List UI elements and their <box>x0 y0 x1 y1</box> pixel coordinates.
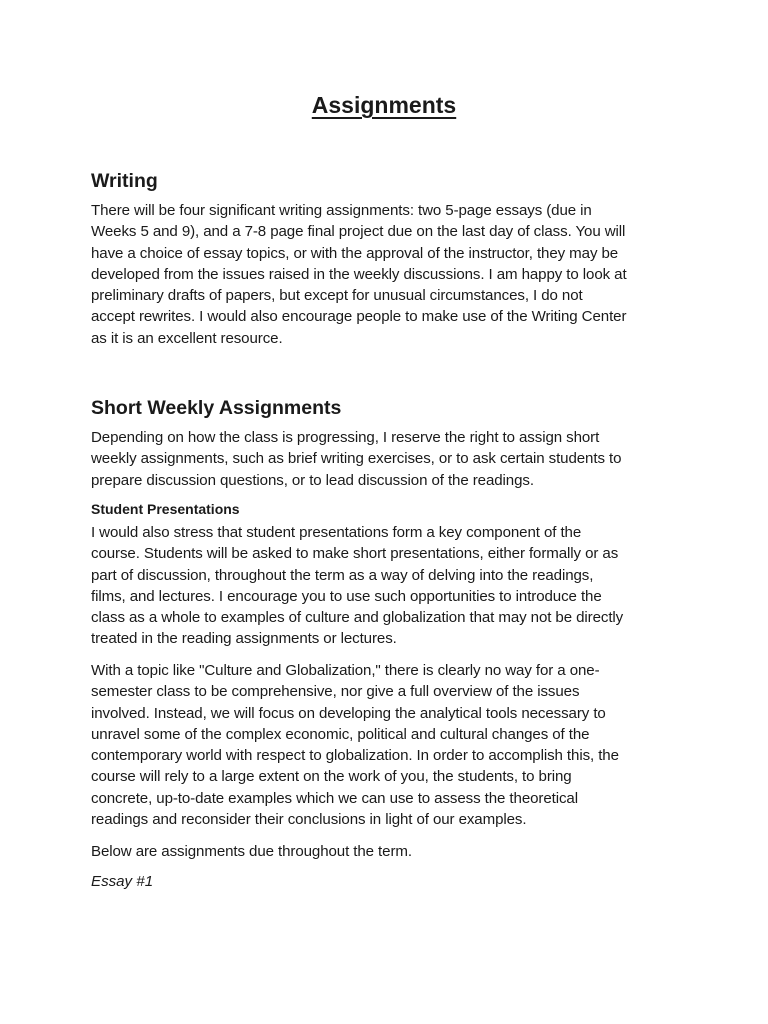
paragraph-line: semester class to be comprehensive, nor give a full overview of the issues <box>91 683 580 701</box>
paragraph-line: part of discussion, throughout the term as a way of delving into the readings, <box>91 566 594 584</box>
paragraph-line: involved. Instead, we will focus on developing the analytical tools necessary to <box>91 704 606 722</box>
essay-label: Essay #1 <box>91 873 154 890</box>
paragraph-line: have a choice of essay topics, or with the approval of the instructor, they may be <box>91 244 619 262</box>
paragraph-line: I would also stress that student presentations form a key component of the <box>91 524 582 541</box>
below-assignments-line: Below are assignments due throughout the term. <box>91 843 412 860</box>
paragraph-line: course. Students will be asked to make short presentations, either formally or as <box>91 545 619 563</box>
paragraph-line: developed from the issues raised in the weekly discussions. I am happy to look at <box>91 265 627 283</box>
paragraph-line: class as a whole to examples of culture and globalization that may not be directly <box>91 609 624 627</box>
paragraph-line: accept rewrites. I would also encourage people to make use of the Writing Center <box>91 308 627 326</box>
paragraph-line: concrete, up-to-date examples which we can use to assess the theoretical <box>91 789 578 807</box>
student-presentations-paragraph <box>91 522 691 650</box>
paragraph-line: Weeks 5 and 9), and a 7-8 page final project due on the last day of class. You will <box>91 223 626 241</box>
paragraph-line: as it is an excellent resource. <box>91 329 283 347</box>
writing-paragraph <box>91 200 691 349</box>
paragraph-line: course will rely to a large extent on the work of you, the students, to bring <box>91 768 572 786</box>
student-presentations-heading: Student Presentations <box>91 501 240 517</box>
paragraph-line: With a topic like "Culture and Globalization," there is clearly no way for a one- <box>91 662 600 679</box>
paragraph-line: Depending on how the class is progressing, I reserve the right to assign short <box>91 429 600 446</box>
short-weekly-paragraph <box>91 427 691 491</box>
paragraph-line: treated in the reading assignments or lectures. <box>91 630 397 648</box>
paragraph-line: prepare discussion questions, or to lead discussion of the readings. <box>91 471 534 489</box>
page-title: Assignments <box>311 92 457 118</box>
topic-paragraph <box>91 660 691 830</box>
paragraph-line: preliminary drafts of papers, but except for unusual circumstances, I do not <box>91 287 583 305</box>
paragraph-line: films, and lectures. I encourage you to use such opportunities to introduce the <box>91 587 602 605</box>
paragraph-line: weekly assignments, such as brief writing exercises, or to ask certain students to <box>91 450 622 468</box>
paragraph-line: unravel some of the complex economic, political and cultural changes of the <box>91 725 590 743</box>
short-weekly-heading: Short Weekly Assignments <box>91 397 342 419</box>
paragraph-line: contemporary world with respect to globalization. In order to accomplish this, the <box>91 747 619 765</box>
paragraph-line: readings and reconsider their conclusions in light of our examples. <box>91 811 527 829</box>
writing-heading: Writing <box>91 170 158 192</box>
paragraph-line: There will be four significant writing assignments: two 5-page essays (due in <box>91 202 592 219</box>
